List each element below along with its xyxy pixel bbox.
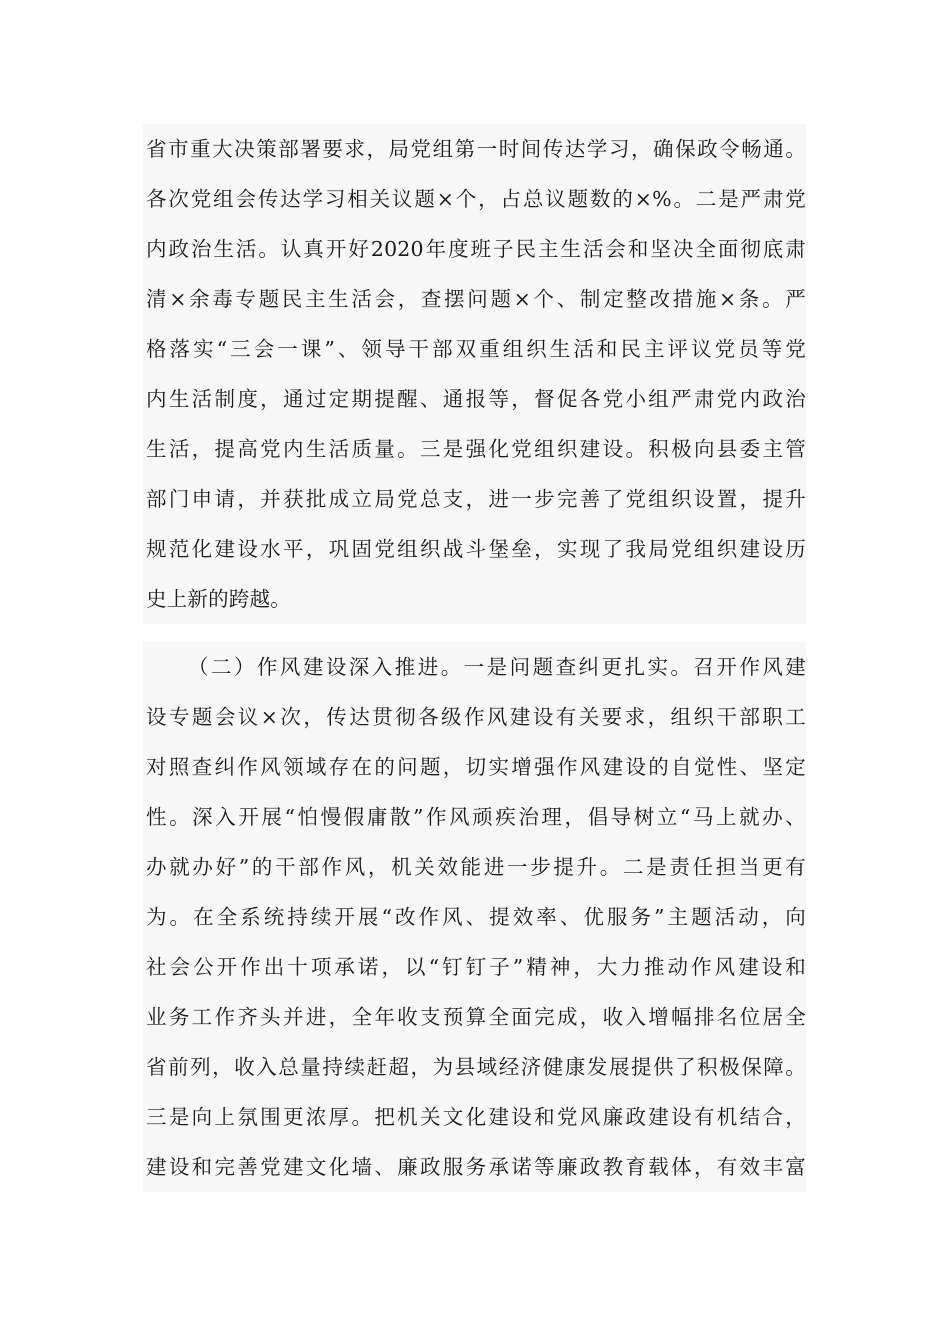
text-line: 格落实“三会一课”、领导干部双重组织生活和民主评议党员等党 bbox=[146, 337, 806, 361]
text-line: 省前列，收入总量持续赶超，为县域经济健康发展提供了积极保障。 bbox=[146, 1055, 806, 1079]
text-line: 生活，提高党内生活质量。三是强化党组织建设。积极向县委主管 bbox=[146, 437, 806, 461]
text-line: 部门申请，并获批成立局党总支，进一步完善了党组织设置，提升 bbox=[146, 487, 806, 511]
text-line: 省市重大决策部署要求，局党组第一时间传达学习，确保政令畅通。 bbox=[146, 137, 806, 161]
paragraph-work-style bbox=[143, 642, 806, 1192]
text-line: 内政治生活。认真开好2020年度班子民主生活会和坚决全面彻底肃 bbox=[146, 237, 806, 261]
text-line: 史上新的跨越。 bbox=[146, 587, 291, 611]
text-line: 设专题会议×次，传达贯彻各级作风建设有关要求，组织干部职工 bbox=[146, 705, 806, 729]
section-heading-line: （二）作风建设深入推进。一是问题查纠更扎实。召开作风建 bbox=[188, 655, 806, 679]
text-line: 建设和完善党建文化墙、廉政服务承诺等廉政教育载体，有效丰富 bbox=[146, 1155, 806, 1179]
text-line: 业务工作齐头并进，全年收支预算全面完成，收入增幅排名位居全 bbox=[146, 1005, 806, 1029]
text-line: 规范化建设水平，巩固党组织战斗堡垒，实现了我局党组织建设历 bbox=[146, 537, 806, 561]
text-line: 清×余毒专题民主生活会，查摆问题×个、制定整改措施×条。严 bbox=[146, 287, 806, 311]
paragraph-party-building bbox=[143, 124, 806, 624]
text-line: 社会公开作出十项承诺，以“钉钉子”精神，大力推动作风建设和 bbox=[146, 955, 806, 979]
text-line: 性。深入开展“怕慢假庸散”作风顽疾治理，倡导树立“马上就办、 bbox=[146, 805, 806, 829]
text-line: 内生活制度，通过定期提醒、通报等，督促各党小组严肃党内政治 bbox=[146, 387, 806, 411]
text-line: 三是向上氛围更浓厚。把机关文化建设和党风廉政建设有机结合， bbox=[146, 1105, 806, 1129]
text-line: 为。在全系统持续开展“改作风、提效率、优服务”主题活动，向 bbox=[146, 905, 806, 929]
text-line: 对照查纠作风领域存在的问题，切实增强作风建设的自觉性、坚定 bbox=[146, 755, 806, 779]
text-line: 办就办好”的干部作风，机关效能进一步提升。二是责任担当更有 bbox=[146, 855, 806, 879]
text-line: 各次党组会传达学习相关议题×个，占总议题数的×%。二是严肃党 bbox=[146, 187, 806, 211]
